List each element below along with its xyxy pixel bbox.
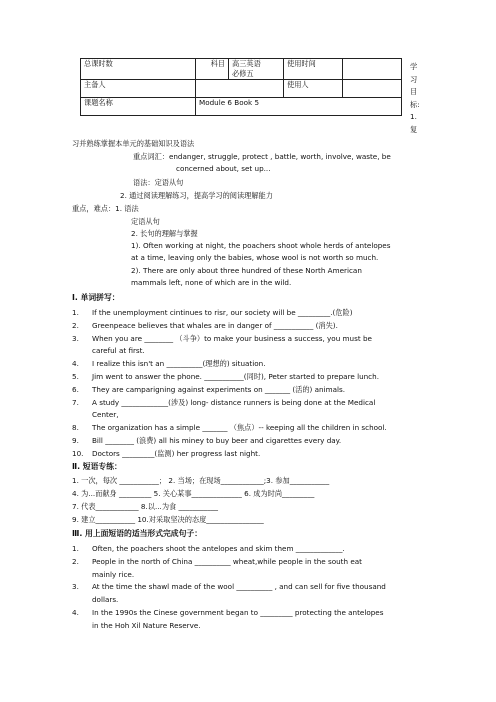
item-number: 4.	[72, 608, 79, 617]
item-text: Bill ________ (浪费) all his miney to buy beer and cigarettes every day.	[92, 436, 342, 445]
item-text: The organization has a simple _______ （焦点）-- keeping all the children in school.	[92, 423, 387, 433]
cell-subject-value: 高三英语 必修五	[229, 59, 284, 80]
section-1-title: Ⅰ. 单词拼写：	[72, 293, 120, 302]
grammar-line: 语法：定语从句	[133, 178, 184, 187]
item-text: When you are ________ （斗争）to make your business a success, you must be	[92, 333, 372, 343]
item-text: In the 1990s the Cinese government began to _________ protecting the antelopes	[92, 608, 384, 617]
item-number: 2.	[72, 320, 79, 330]
list-item	[72, 386, 345, 395]
item-number: 3.	[72, 582, 79, 592]
key-points-label: 重点，难点：1. 语法	[72, 204, 139, 213]
section-3-title: Ⅲ. 用上面短语的适当形式完成句子：	[72, 529, 202, 538]
cell-topic: 课题名称	[81, 98, 196, 116]
list-item	[72, 347, 145, 356]
goal-2: 2. 通过阅读理解练习，提高学习的阅读理解能力	[120, 191, 273, 200]
item-text: People in the north of China __________ wheat,while people in the south eat	[92, 556, 362, 566]
item-text: They are camparigning against experiments on _______ (活的) animals.	[92, 384, 346, 394]
list-item	[72, 411, 118, 420]
key-2: 2. 长句的理解与掌握	[131, 229, 198, 238]
list-item	[72, 571, 134, 580]
list-item	[72, 322, 338, 331]
section-2-row: 1. 一次，每次 ___________； 2. 当场；在现场____________;3. 参加___________	[72, 476, 330, 485]
cell-preparer-value	[196, 80, 284, 98]
sentence-1a: 1). Often working at night, the poachers shoot whole herds of antelopes	[131, 241, 391, 250]
side-char: 习	[410, 74, 418, 84]
item-number: 6.	[72, 384, 79, 394]
item-text: Doctors _________(监测) her progress last night.	[92, 448, 261, 458]
list-item	[72, 360, 266, 369]
item-text: At the time the shawl made of the wool __________ , and can sell for five thousand	[92, 582, 386, 592]
item-text: Center,	[92, 410, 119, 420]
item-text: Jim went to answer the phone. ___________(同时), Peter started to prepare lunch.	[92, 372, 379, 381]
item-number: 2.	[72, 556, 79, 566]
side-char: 复	[410, 124, 418, 134]
header-table	[80, 58, 402, 116]
sentence-2a: 2). There are only about three hundred of these North American	[131, 266, 362, 275]
item-number: 9.	[72, 436, 79, 445]
list-item	[72, 399, 375, 408]
side-char: 学	[410, 62, 418, 71]
cell-topic-value: Module 6 Book 5	[196, 98, 402, 116]
item-text: Often, the poachers shoot the antelopes and skim them _____________.	[92, 544, 345, 553]
item-text: mainly rice.	[92, 569, 135, 579]
item-number: 4.	[72, 359, 79, 369]
list-item	[72, 583, 386, 592]
item-number: 8.	[72, 423, 79, 433]
cell-user: 使用人	[284, 80, 343, 98]
objective-continued: 习并熟练掌握本单元的基础知识及语法	[72, 139, 195, 148]
cell-subject: 科目	[196, 59, 229, 80]
item-number: 10.	[72, 448, 84, 458]
item-number: 1.	[72, 544, 79, 553]
list-item	[72, 558, 362, 567]
cell-use-time-value	[343, 59, 402, 80]
side-char: 1.	[410, 112, 417, 121]
item-number: 3.	[72, 333, 79, 343]
cell-user-value	[343, 80, 402, 98]
side-char: 标:	[410, 99, 420, 109]
list-item	[72, 437, 341, 446]
list-item	[72, 596, 118, 605]
list-item	[72, 335, 372, 344]
list-item	[72, 450, 260, 459]
item-text: in the Hoh Xil Nature Reserve.	[92, 620, 201, 630]
side-char: 目	[410, 87, 418, 96]
sentence-2b: mammals left, none of which are in the wild.	[131, 278, 292, 287]
key-grammar: 定语从句	[131, 217, 160, 226]
cell-preparer: 主备人	[81, 80, 196, 98]
item-number: 7.	[72, 397, 79, 407]
cell-total-hours: 总课时数	[81, 59, 196, 80]
item-text: I realize this isn't an __________(理想的) situation.	[92, 359, 266, 369]
item-number: 1.	[72, 308, 79, 317]
item-text: dollars.	[92, 595, 119, 605]
key-vocab-cont: concerned about, set up...	[176, 164, 271, 173]
sentence-1b: at a time, leaving only the babies, whose wool is not worth so much.	[131, 253, 379, 262]
section-2-title: Ⅱ. 短语专练：	[72, 462, 122, 471]
item-text: careful at first.	[92, 346, 145, 356]
side-objective-column	[410, 61, 430, 136]
item-text: A study _____________(涉及) long- distance runners is being done at the Medical	[92, 397, 376, 407]
section-2-row: 9. 建立___________ 10.对采取坚决的态度________________	[72, 515, 264, 524]
list-item	[72, 609, 383, 618]
list-item	[72, 424, 387, 433]
list-item	[72, 373, 379, 382]
list-item	[72, 622, 201, 631]
section-2-row: 7. 代表____________ 8.以...为食 ___________	[72, 502, 219, 511]
cell-use-time: 使用时间	[284, 59, 343, 80]
section-2-row: 4. 为...而献身 _________ 5. 关心某事______________ 6. 成为时尚_________	[72, 489, 315, 498]
item-text: Greenpeace believes that whales are in danger of ___________ (消失).	[92, 320, 338, 330]
list-item	[72, 545, 345, 554]
key-vocab: 重点词汇：endanger, struggle, protect , battle, worth, involve, waste, be	[133, 152, 391, 161]
item-text: If the unemployment cintinues to risr, our society will be _________.(危险)	[92, 308, 353, 317]
list-item	[72, 309, 353, 318]
item-number: 5.	[72, 372, 79, 381]
